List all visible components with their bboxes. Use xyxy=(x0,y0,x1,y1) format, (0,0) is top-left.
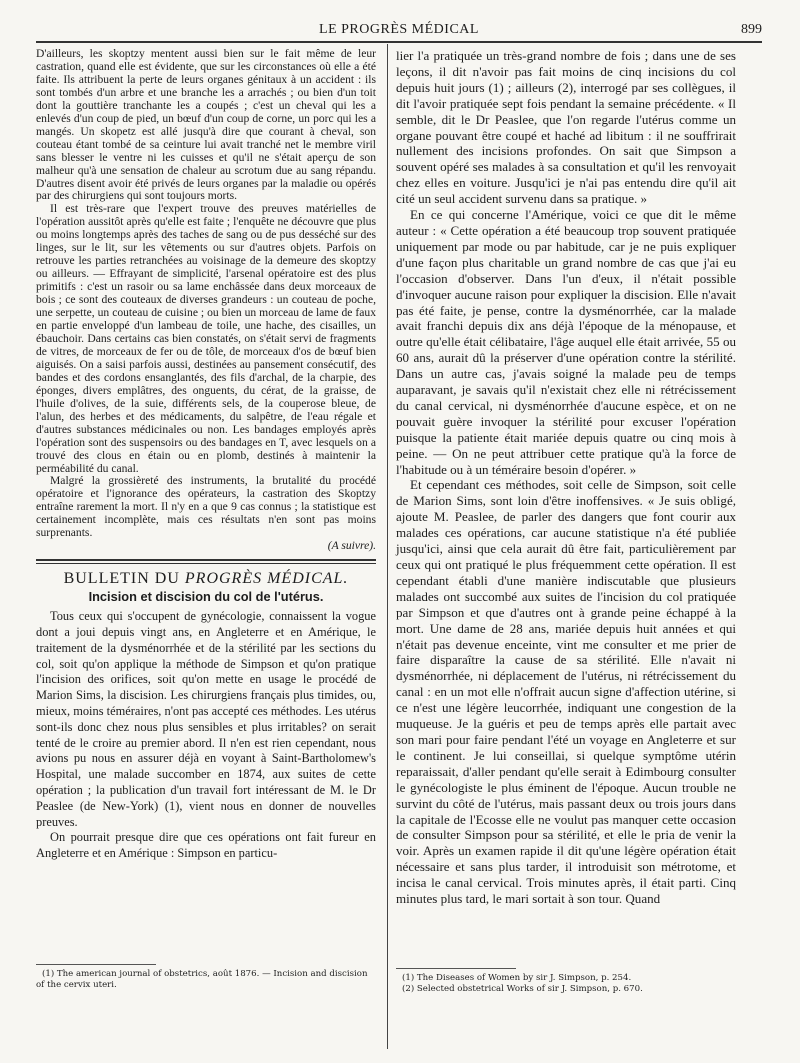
uterus-article-body xyxy=(36,609,376,862)
paragraph: On pourrait presque dire que ces opérations ont fait fureur en Angleterre et en Amérique : Simpson en particu- xyxy=(36,830,376,861)
right-column xyxy=(396,48,736,907)
bulletin-rule xyxy=(36,559,376,561)
left-footnotes xyxy=(36,958,376,990)
footnote: (1) The american journal of obstetrics, août 1876. — Incision and discision of the cervix uteri. xyxy=(36,969,368,990)
page-number: 899 xyxy=(741,22,762,37)
footnote-rule xyxy=(36,964,156,965)
to-be-continued: (A suivre). xyxy=(327,539,376,553)
paragraph: lier l'a pratiquée un très-grand nombre de fois ; dans une de ses leçons, il dit n'avoir pas fait moins de cinq incisions du col depuis huit jours (1) ; ailleurs (2), interrogé par ses collègues, il dit l'avoir pratiquée sept fois pendant la semaine précédente. « Il semble, dit le Dr Peaslee, que l'on regarde l'utérus comme un organe pouvant être coupé et haché ad libitum : il ne souffrirait nullement des incisions profondes. On sait que Simpson a souvent opéré ses malades à sa consultation et qu'il les renvoyait chez elles en voiture. Jusqu'ici je n'ai pas entendu dire qu'il ait cité un seul accident survenu dans sa pratique. » xyxy=(396,48,736,207)
skoptzy-article-continuation xyxy=(36,48,376,553)
bulletin-heading xyxy=(36,570,376,588)
column-divider xyxy=(387,44,388,1049)
running-title: LE PROGRÈS MÉDICAL xyxy=(319,22,479,37)
header-rule xyxy=(36,41,762,43)
right-footnotes xyxy=(396,962,736,994)
footnote-rule xyxy=(396,968,516,969)
paragraph: D'ailleurs, les skoptzy mentent aussi bien sur le fait même de leur castration, quand elle est évidente, que sur les circonstances où elle a été faite. Ils attribuent la perte de leurs organes génitaux à un accident : ils sont tombés d'un arbre et une branche les a arrachés ; ou bien d'un toit dont la gouttière tranchante les a coupés ; c'est un cheval qui les a enlevés d'un coup de pied, un bœuf d'un coup de corne, un porc qui les a mangés. Un skopetz est allé jusqu'à dire que courant à cheval, son couteau étant tombé de sa ceinture lui avait tranché net le membre viril sans blesser le ventre ni les cuisses et qu'il ne s'était aperçu de son malheur qu'à une sensation de chaleur au scrotum due au sang répandu. D'autres disent avoir été privés de leurs organes par la maladie ou opérés par des chirurgiens qui sont toujours morts. xyxy=(36,47,376,203)
bulletin-rule xyxy=(36,563,376,564)
article-title: Incision et discision du col de l'utérus. xyxy=(88,589,324,605)
paragraph: Malgré la grossièreté des instruments, la brutalité du procédé opératoire et l'ignorance des opérateurs, la castration des Skoptzy entraîne rarement la mort. Il n'y en a que 9 cas connus ; la statistique est certainement incomplète, mais ces résultats n'en sont pas moins surprenants. xyxy=(36,474,376,540)
paragraph: Il est très-rare que l'expert trouve des preuves matérielles de l'opération aussitôt après qu'elle est faite ; l'enquête ne découvre que plus ou moins longtemps après des taches de sang ou de pus desséché sur des linges, sur le lit, sur les vêtements ou sur d'autres objets. Parfois on retrouve les parties retranchées au voisinage de la demeure des skoptzy ou ailleurs. — Effrayant de simplicité, l'arsenal opératoire est des plus primitifs : c'est un rasoir ou sa lame enchâssée dans deux morceaux de bois ; ce sont des couteaux de diverses grandeurs : un couteau de poche, une serpette, un couteau de cuisine ; ou bien un morceau de lame de faux en partie enveloppé d'un lambeau de toile, une hache, des cisailles, un ébauchoir. Dans certains cas bien constatés, on s'était servi de fragments de vitres, de morceaux de fer ou de tôle, de morceaux d'os de bœuf bien aiguisés. On a saisi parfois aussi, destinées au pansement consécutif, des bandes et des cordons ensanglantés, des fils d'archal, de la charpie, des éponges, divers emplâtres, des onguents, du cérat, de la graisse, de l'huile d'olives, de la suie, différents sels, de la couperose bleue, de l'alun, des herbes et des médicaments, du salpêtre, de l'eau régale et d'autres substances médicinales ou non. Les bandages employés après l'opération sont des suspensoirs ou des bandages en T, avec lesquels on a trouvé des clous en étain ou en plomb, destinés à maintenir la perméabilité du canal. xyxy=(36,202,376,475)
left-column xyxy=(36,48,376,862)
footnote: (2) Selected obstetrical Works of sir J. Simpson, p. 670. xyxy=(402,983,643,994)
paragraph: Et cependant ces méthodes, soit celle de Simpson, soit celle de Marion Sims, sont loin d'être inoffensives. « Je suis obligé, ajoute M. Peaslee, de parler des dangers que font courir aux malades ces opérations, car aucune statistique n'a été publiée jusqu'ici, ainsi que cela aurait dû être fait, particulièrement par ceux qui ont pratiqué le plus fréquemment cette opération. Il est cependant établi d'une manière indiscutable que plusieurs malades ont succombé aux suites de l'incision du col pratiquée par Simpson et que d'autres ont à grande peine échappé à la mort. Une dame de 28 ans, mariée depuis huit années et qui n'était pas devenue enceinte, vint me consulter et me prier de faire disparaître la cause de sa stérilité. Elle n'avait ni dysménorrhée, ni déplacement de l'utérus, ni rétrécissement du canal : en un mot elle n'offrait aucun signe d'affection utérine, si ce n'est une légère leucorrhée, indiquant une congestion de la muqueuse. Je la guéris et peu de temps après elle partait avec son mari pour faire pendant l'été un voyage en Angleterre et sur le continent. Je lui conseillai, si quelque symptôme utérin reparaissait, d'aller pendant qu'elle serait à Edimbourg consulter le gynécologiste le plus éminent de l'époque. Aucun trouble ne survint du côté de l'utérus, mais passant deux ou trois jours dans la capitale de l'Ecosse elle ne voulut pas manquer cette occasion de consulter Simpson pour sa stérilité, et elle le pria de venir la voir. Après un examen rapide il dit qu'une légère opération était nécessaire et sans plus tarder, il introduisit son métrotome, et incisa le canal cervical. Trois minutes après, il était parti. Cinq minutes plus tard, le mari sortait à son tour. Quand xyxy=(396,477,736,907)
bulletin-heading-journal: PROGRÈS MÉDICAL. xyxy=(184,570,349,588)
footnote: (1) The Diseases of Women by sir J. Simpson, p. 254. xyxy=(402,973,632,983)
paragraph: En ce qui concerne l'Amérique, voici ce que dit le même auteur : « Cette opération a été beaucoup trop souvent pratiquée uniquement par mode ou par habitude, car je ne puis expliquer d'une façon plus charitable un grand nombre de cas que j'ai eu l'occasion d'observer. Dans l'un d'eux, il n'était possible d'invoquer aucune raison pour expliquer la discision. Elle n'avait pas été faite, je pense, contre la dysménorrhée, car la malade avait franchi depuis dix ans déjà l'époque de la ménopause, et outre qu'elle était célibataire, l'âge auquel elle était arrivée, 55 ou 60 ans, aurait dû la préserver d'une opération contre la stérilité. Dans un autre cas, j'avais soigné la malade peu de temps auparavant, je savais qu'il n'existait chez elle ni rétrécissement du canal cervical, ni dysménorrhée d'aucune espèce, et on ne pouvait guère invoquer la stérilité pour excuser l'opération puisque la patiente était mariée depuis quatre ou cinq mois à peine. — On ne peut attribuer cette pratique qu'à la force de l'habitude ou à un téméraire besoin d'opérer. » xyxy=(396,207,736,477)
bulletin-heading-prefix: BULLETIN DU xyxy=(63,570,180,588)
page-header xyxy=(36,20,762,40)
paragraph: Tous ceux qui s'occupent de gynécologie, connaissent la vogue dont a joui depuis vingt ans, en Angleterre et en Amérique, le traitement de la dysménorrhée et de la stérilité par les sections du col, soit qu'on applique la méthode de Simpson et qu'on pratique l'incision des orifices, soit qu'on mette en usage le procédé de Marion Sims, la discision. Les chirurgiens français plus timides, ou, mieux, moins téméraires, n'ont pas accepté ces méthodes. Les utérus sont-ils donc chez nous plus sensibles et plus irritables? on serait tenté de le croire au premier abord. Il n'en est rien cependant, nous avions pu nous en assurer déjà en voyant à Saint-Bartholomew's Hospital, une malade succomber en 1874, aux suites de cette opération ; la publication d'un travail fort intéressant de M. le Dr Peaslee (de New-York) (1), vient nous en donner de nouvelles preuves. xyxy=(36,609,376,829)
